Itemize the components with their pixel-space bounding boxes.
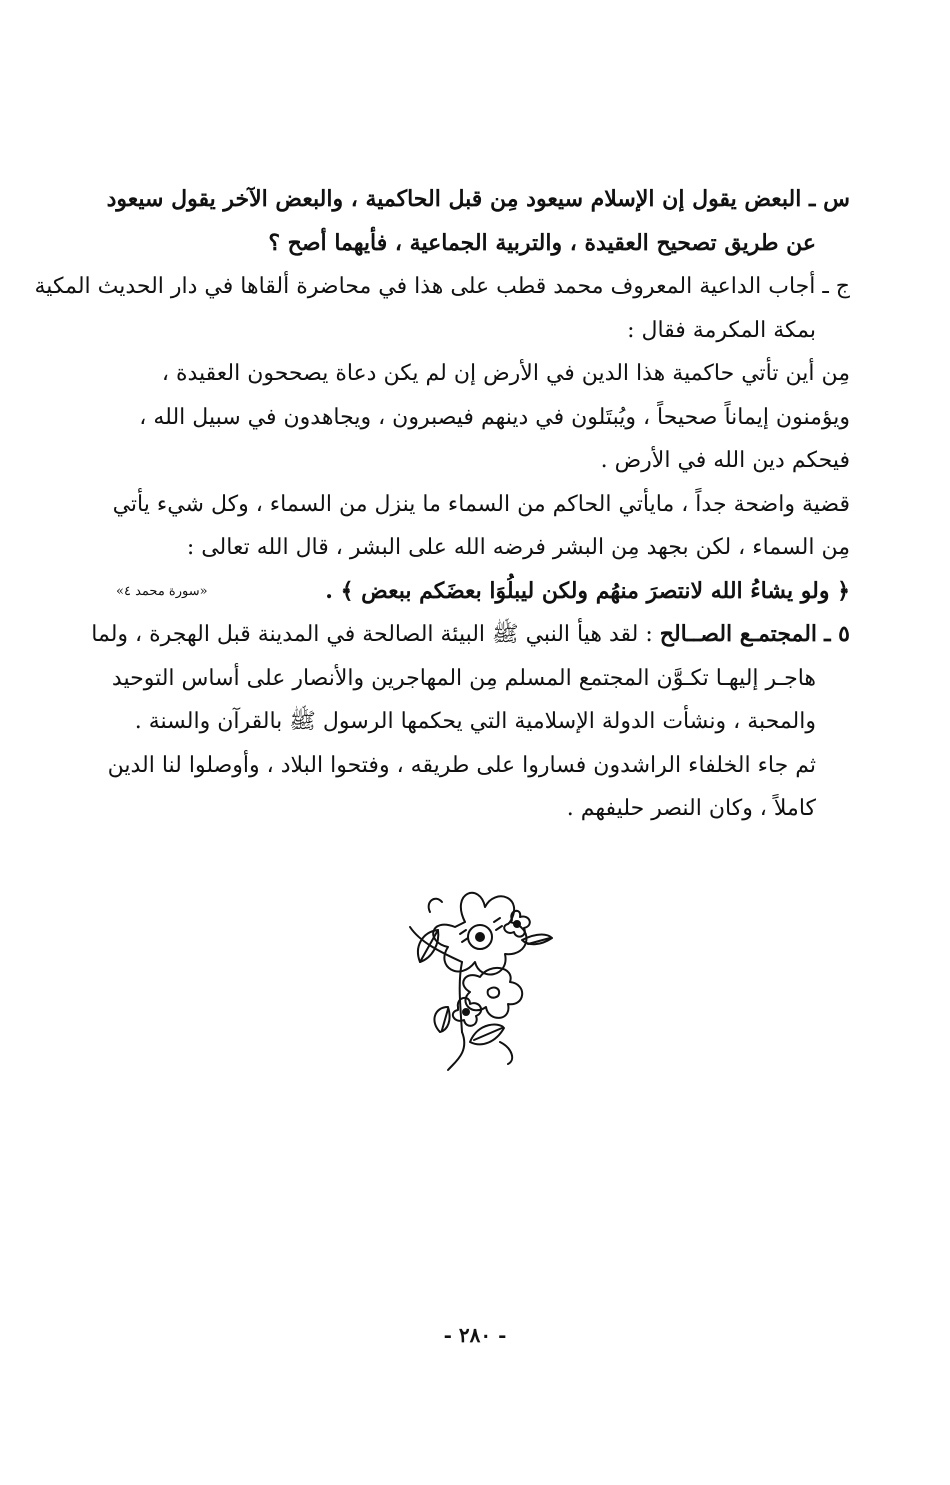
- question-line-2: عن طريق تصحيح العقيدة ، والتربية الجماعية ، فأيهما أصح ؟: [268, 229, 816, 256]
- question-line-1: س ـ البعض يقول إن الإسلام سيعود مِن قبل الحاكمية ، والبعض الآخر يقول سيعود: [106, 186, 850, 212]
- explanation-line-2: مِن السماء ، لكن بجهد مِن البشر فرضه الله على البشر ، قال الله تعالى :: [186, 535, 850, 560]
- point5-heading: المجتمـع الصــالح: [659, 621, 818, 647]
- point5-number: ٥ ـ: [824, 621, 850, 647]
- quote-line-2: ويؤمنون إيماناً صحيحاً ، ويُبتَلون في دينهم فيصبرون ، ويجاهدون في سبيل الله ،: [139, 404, 850, 430]
- quote-line-3: فيحكم دين الله في الأرض .: [600, 448, 850, 473]
- point5-line-5: كاملاً ، وكان النصر حليفهم .: [566, 796, 816, 821]
- point5-line-1-text: : لقد هيأ النبي ﷺ البيئة الصالحة في المدينة قبل الهجرة ، ولما: [91, 622, 653, 647]
- point5-line-4: ثم جاء الخلفاء الراشدون فساروا على طريقه ، وفتحوا البلاد ، وأوصلوا لنا الدين: [107, 752, 816, 778]
- answer-line-1: ج ـ أجاب الداعية المعروف محمد قطب على هذا في محاضرة ألقاها في دار الحديث المكية: [34, 274, 850, 299]
- ayah-text: ﴿ ولو يشاءُ الله لانتصرَ منهُم ولكن ليبلُوَا بعضَكم ببعض ﴾ .: [325, 577, 850, 604]
- page-body: [34, 178, 850, 831]
- point5-line-3: والمحبة ، ونشأت الدولة الإسلامية التي يحكمها الرسول ﷺ بالقرآن والسنة .: [134, 709, 816, 734]
- ayah-line: [110, 570, 850, 614]
- flower-ornament-icon: [400, 882, 555, 1072]
- point5-line-1: [91, 613, 850, 657]
- explanation-line-1: قضية واضحة جداً ، مايأتي الحاكم من السماء ما ينزل من السماء ، وكل شيء يأتي: [112, 491, 850, 517]
- point5-line-2: هاجـر إليهـا تكـوَّن المجتمع المسلم مِن المهاجرين والأنصار على أساس التوحيد: [111, 665, 816, 691]
- quote-line-1: مِن أين تأتي حاكمية هذا الدين في الأرض إن لم يكن دعاة يصححون العقيدة ،: [161, 361, 850, 386]
- page-number: - ٢٨٠ -: [443, 1323, 507, 1347]
- ayah-reference: «سورة محمد ٤»: [116, 583, 208, 599]
- answer-line-2: بمكة المكرمة فقال :: [627, 317, 816, 343]
